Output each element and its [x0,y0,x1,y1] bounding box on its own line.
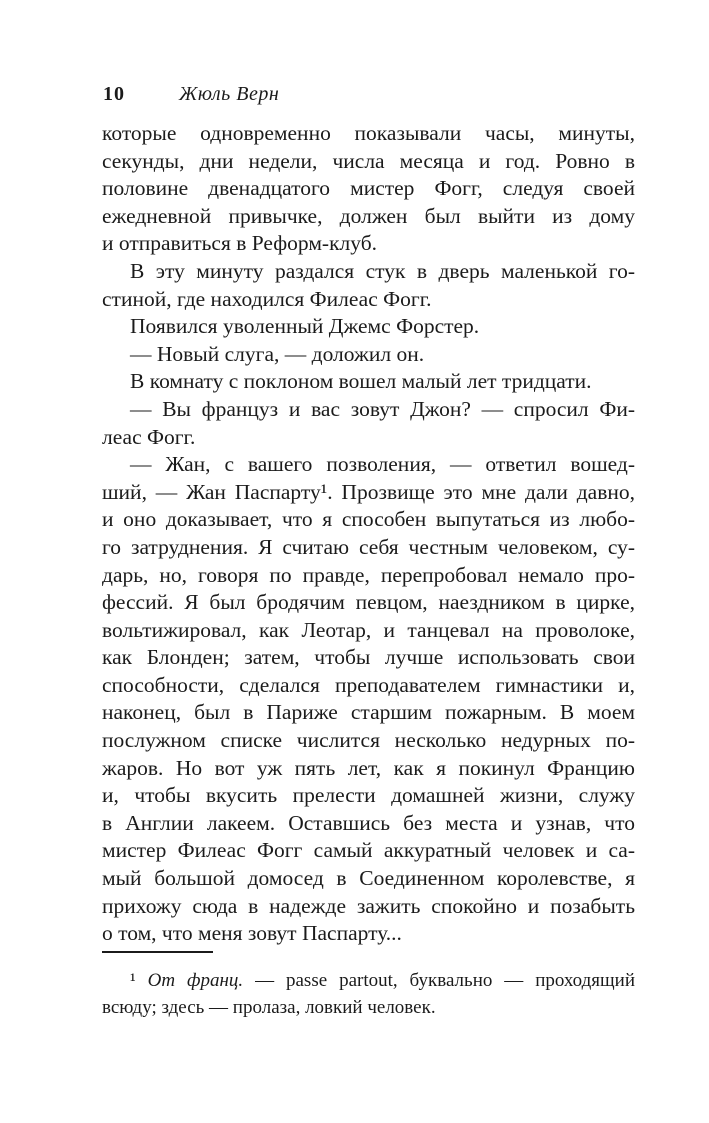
text-line: вольтижировал, как Леотар, и танцевал на проволоке, [102,617,635,642]
text-line: жаров. Но вот уж пять лет, как я покинул Францию [102,755,635,780]
text-line: ший, — Жан Паспарту¹. Прозвище это мне дали давно, [102,479,635,504]
text-line: В эту минуту раздался стук в дверь маленькой го- [130,258,635,283]
text-line: Появился уволенный Джемс Форстер. [130,314,480,339]
footnote-term: От франц. [147,970,244,991]
text-line: которые одновременно показывали часы, минуты, [102,121,635,145]
text-line: — Жан, с вашего позволения, — ответил вошед- [130,452,635,477]
text-line: секунды, дни недели, числа месяца и год. Ровно в [102,148,635,173]
text-line: ежедневной привычке, должен был выйти из дому [102,203,635,228]
text-line: мый большой домосед в Соединенном королевстве, я [102,866,635,891]
text-line: мистер Филеас Фогг самый аккуратный человек и са- [102,838,635,863]
text-line: — Новый слуга, — доложил он. [130,341,425,366]
text-line: и отправиться в Реформ-клуб. [102,231,378,256]
footnote [102,968,635,1021]
footnote-line-2: всюду; здесь — пролаза, ловкий человек. [102,996,436,1018]
footnote-separator [102,951,213,953]
text-line: о том, что меня зовут Паспарту... [102,921,402,946]
page-number: 10 [103,83,125,105]
text-line: и оно доказывает, что я способен выпутаться из любо- [102,507,635,532]
footnote-marker: ¹ [130,970,136,991]
text-line: в Англии лакеем. Оставшись без места и узнав, что [102,810,635,835]
text-line: стиной, где находился Филеас Фогг. [102,286,432,311]
footnote-text: — passe partout, буквально — проходящий [255,970,635,991]
text-line: наконец, был в Париже старшим пожарным. В моем [102,700,635,725]
text-line: послужном списке числится несколько недурных по- [102,728,635,753]
text-line: как Блонден; затем, чтобы лучше использовать свои [102,645,635,670]
text-line: дарь, но, говоря по правде, перепробовал немало про- [102,562,635,587]
text-line: го затруднения. Я считаю себя честным человеком, су- [102,534,635,559]
footnote-line-1 [102,968,635,995]
text-line: способности, сделался преподавателем гимнастики и, [102,672,635,697]
text-line: леас Фогг. [102,424,196,449]
body-text [102,120,635,948]
page-header [103,82,636,106]
text-line: прихожу сюда в надежде зажить спокойно и позабыть [102,893,635,918]
text-line: — Вы француз и вас зовут Джон? — спросил Фи- [130,396,635,421]
text-line: и, чтобы вкусить прелести домашней жизни, служу [102,783,635,808]
text-line: половине двенадцатого мистер Фогг, следуя своей [102,176,635,201]
text-line: фессий. Я был бродячим певцом, наездником в цирке, [102,590,635,615]
text-line: В комнату с поклоном вошел малый лет тридцати. [130,369,592,394]
running-title: Жюль Верн [179,83,280,105]
